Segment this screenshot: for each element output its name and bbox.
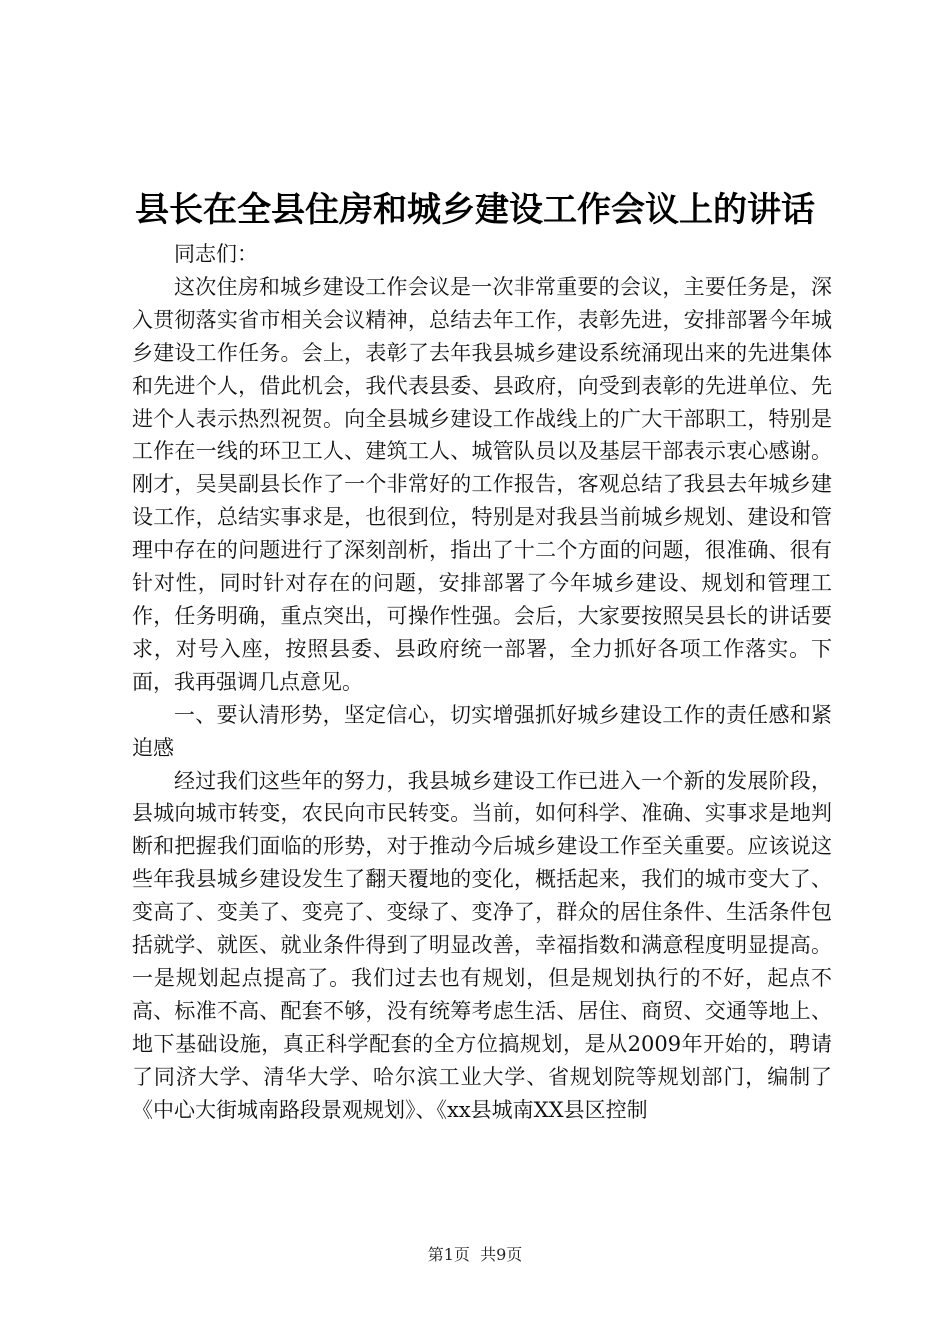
page-footer: [0, 1242, 950, 1265]
document-title: 县长在全县住房和城乡建设工作会议上的讲话: [135, 190, 815, 230]
document-body: [132, 238, 832, 1126]
page-total: 共9页: [480, 1245, 523, 1264]
paragraph-situation: 经过我们这些年的努力，我县城乡建设工作已进入一个新的发展阶段，县城向城市转变，农民向市民转变。当前，如何科学、准确、实事求是地判断和把握我们面临的形势，对于推动今后城乡建设工作至关重要。应该说这些年我县城乡建设发生了翻天覆地的变化，概括起来，我们的城市变大了、变高了、变美了、变亮了、变绿了、变净了，群众的居住条件、生活条件包括就学、就医、就业条件得到了明显改善，幸福指数和满意程度明显提高。一是规划起点提高了。我们过去也有规划，但是规划执行的不好，起点不高、标准不高、配套不够，没有统筹考虑生活、居住、商贸、交通等地上、地下基础设施，真正科学配套的全方位搞规划，是从2009年开始的，聘请了同济大学、清华大学、哈尔滨工业大学、省规划院等规划部门，编制了《中心大街城南路段景观规划》、《xx县城南XX县区控制: [132, 768, 832, 1122]
page-number: 第1页: [427, 1245, 470, 1264]
salutation: 同志们：: [174, 242, 258, 266]
section-heading-1: 一、要认清形势，坚定信心，切实增强抓好城乡建设工作的责任感和紧迫感: [132, 702, 832, 760]
paragraph-intro: 这次住房和城乡建设工作会议是一次非常重要的会议，主要任务是，深入贯彻落实省市相关会议精神，总结去年工作，表彰先进，安排部署今年城乡建设工作任务。会上，表彰了去年我县城乡建设系统涌现出来的先进集体和先进个人，借此机会，我代表县委、县政府，向受到表彰的先进单位、先进个人表示热烈祝贺。向全县城乡建设工作战线上的广大干部职工，特别是工作在一线的环卫工人、建筑工人、城管队员以及基层干部表示衷心感谢。刚才，吴昊副县长作了一个非常好的工作报告，客观总结了我县去年城乡建设工作，总结实事求是，也很到位，特别是对我县当前城乡规划、建设和管理中存在的问题进行了深刻剖析，指出了十二个方面的问题，很准确、很有针对性，同时针对存在的问题，安排部署了今年城乡建设、规划和管理工作，任务明确，重点突出，可操作性强。会后，大家要按照吴县长的讲话要求，对号入座，按照县委、县政府统一部署，全力抓好各项工作落实。下面，我再强调几点意见。: [132, 274, 832, 694]
